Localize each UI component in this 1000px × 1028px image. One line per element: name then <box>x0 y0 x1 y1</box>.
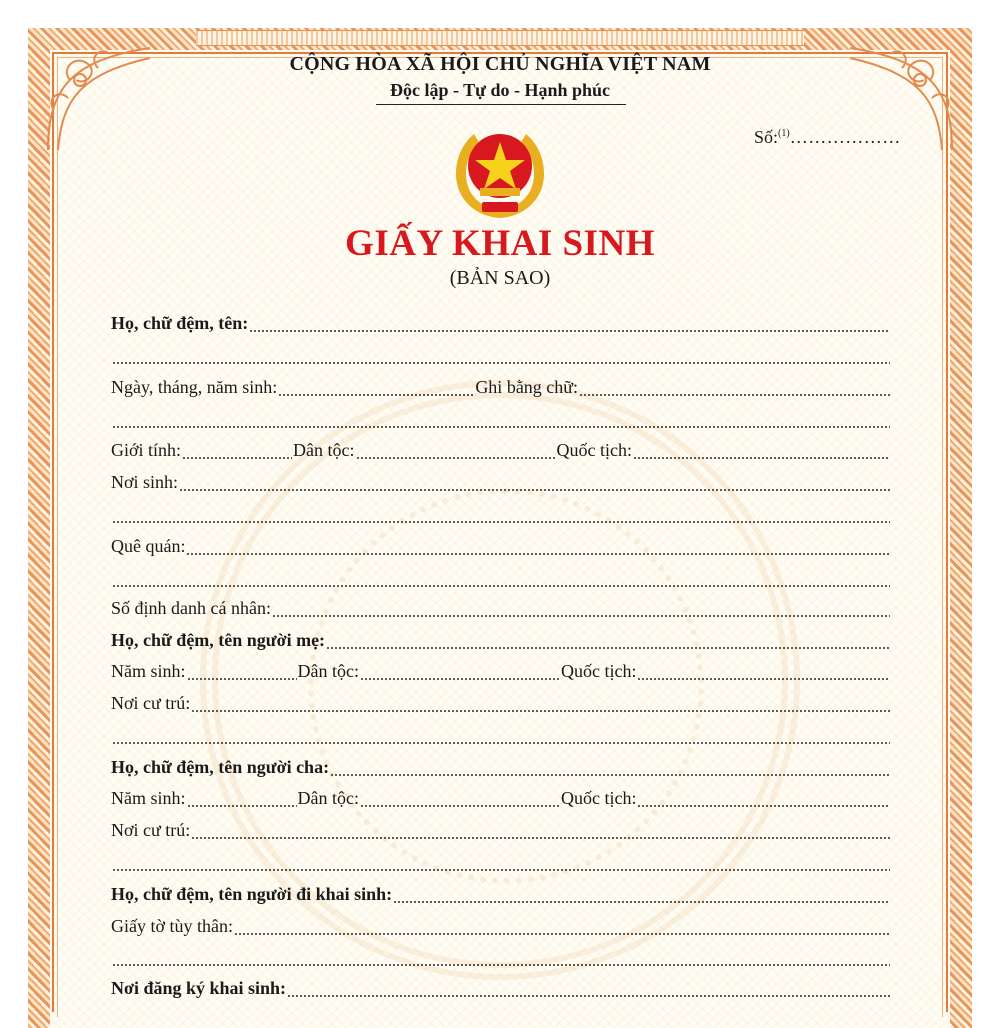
mother-ethnicity-input-line <box>360 665 560 681</box>
registration-place-input-line <box>287 982 890 998</box>
mother-residence-input-line <box>191 697 890 713</box>
declarant-name-row <box>111 884 891 908</box>
father-nationality-input-line <box>637 792 890 808</box>
continuation-line <box>111 409 891 433</box>
birthplace-label: Nơi sinh: <box>111 472 179 492</box>
gender-row <box>111 440 891 464</box>
registration-place-row <box>111 978 891 1002</box>
nationality-input-line <box>633 444 890 460</box>
registration-place-label: Nơi đăng ký khai sinh: <box>111 978 287 998</box>
father-birth-year-input-line <box>187 792 297 808</box>
declarant-name-label: Họ, chữ đệm, tên người đi khai sinh: <box>111 884 393 904</box>
father-name-input-line <box>330 761 890 777</box>
hometown-input-line <box>186 540 890 556</box>
birthplace-input-line <box>179 476 890 492</box>
father-name-label: Họ, chữ đệm, tên người cha: <box>111 757 330 777</box>
father-name-row <box>111 757 891 781</box>
personal-id-label: Số định danh cá nhân: <box>111 598 271 618</box>
mother-residence-label: Nơi cư trú: <box>111 693 191 713</box>
dob-words-label: Ghi bằng chữ: <box>475 377 579 397</box>
father-ethnicity-label: Dân tộc: <box>297 788 359 808</box>
continuation-line <box>111 504 891 528</box>
dob-row <box>111 377 891 401</box>
continuation-line <box>111 345 891 369</box>
father-residence-input-line <box>191 824 890 840</box>
continuation-line <box>111 852 891 876</box>
personal-id-input-line <box>272 602 890 618</box>
gender-label: Giới tính: <box>111 440 182 460</box>
mother-name-label: Họ, chữ đệm, tên người mẹ: <box>111 630 326 650</box>
hometown-row <box>111 536 891 560</box>
national-motto: Độc lập - Tự do - Hạnh phúc <box>389 80 611 100</box>
document-title: GIẤY KHAI SINH <box>345 223 655 264</box>
nationality-label: Quốc tịch: <box>556 440 632 460</box>
number-label: Số: <box>754 127 779 147</box>
father-nationality-label: Quốc tịch: <box>560 788 637 808</box>
mother-nationality-label: Quốc tịch: <box>560 661 637 681</box>
father-residence-row <box>111 820 891 844</box>
full-name-row <box>111 313 891 337</box>
dob-label: Ngày, tháng, năm sinh: <box>111 377 278 397</box>
national-emblem-icon <box>450 122 550 220</box>
father-residence-label: Nơi cư trú: <box>111 820 191 840</box>
motto-underline <box>376 104 626 105</box>
mother-birth-year-input-line <box>187 665 297 681</box>
declarant-name-input-line <box>393 888 890 904</box>
birthplace-row <box>111 472 891 496</box>
mother-details-row <box>111 661 891 685</box>
hometown-label: Quê quán: <box>111 536 186 556</box>
mother-ethnicity-label: Dân tộc: <box>297 661 359 681</box>
mother-birth-year-label: Năm sinh: <box>111 661 186 681</box>
id-document-input-line <box>234 920 890 936</box>
gender-input-line <box>182 444 292 460</box>
personal-id-row <box>111 598 891 622</box>
dob-input-line <box>278 381 474 397</box>
ethnicity-label: Dân tộc: <box>293 440 355 460</box>
id-document-row <box>111 916 891 940</box>
father-details-row <box>111 788 891 812</box>
document-subtitle: (BẢN SAO) <box>449 267 551 289</box>
id-document-label: Giấy tờ tùy thân: <box>111 916 234 936</box>
father-ethnicity-input-line <box>360 792 560 808</box>
full-name-label: Họ, chữ đệm, tên: <box>111 313 249 333</box>
header-band <box>196 30 804 46</box>
mother-nationality-input-line <box>637 665 890 681</box>
mother-residence-row <box>111 693 891 717</box>
mother-name-row <box>111 630 891 654</box>
father-birth-year-label: Năm sinh: <box>111 788 186 808</box>
continuation-line <box>111 947 891 971</box>
footnote-marker: (1) <box>778 128 790 139</box>
national-title: CỘNG HÒA XÃ HỘI CHỦ NGHĨA VIỆT NAM <box>289 53 711 75</box>
continuation-line <box>111 568 891 592</box>
mother-name-input-line <box>326 634 890 650</box>
ethnicity-input-line <box>356 444 556 460</box>
dob-words-input-line <box>579 381 890 397</box>
continuation-line <box>111 725 891 749</box>
full-name-input-line <box>249 317 890 333</box>
number-field: Số:$^{(1)}$……………… <box>754 127 901 147</box>
